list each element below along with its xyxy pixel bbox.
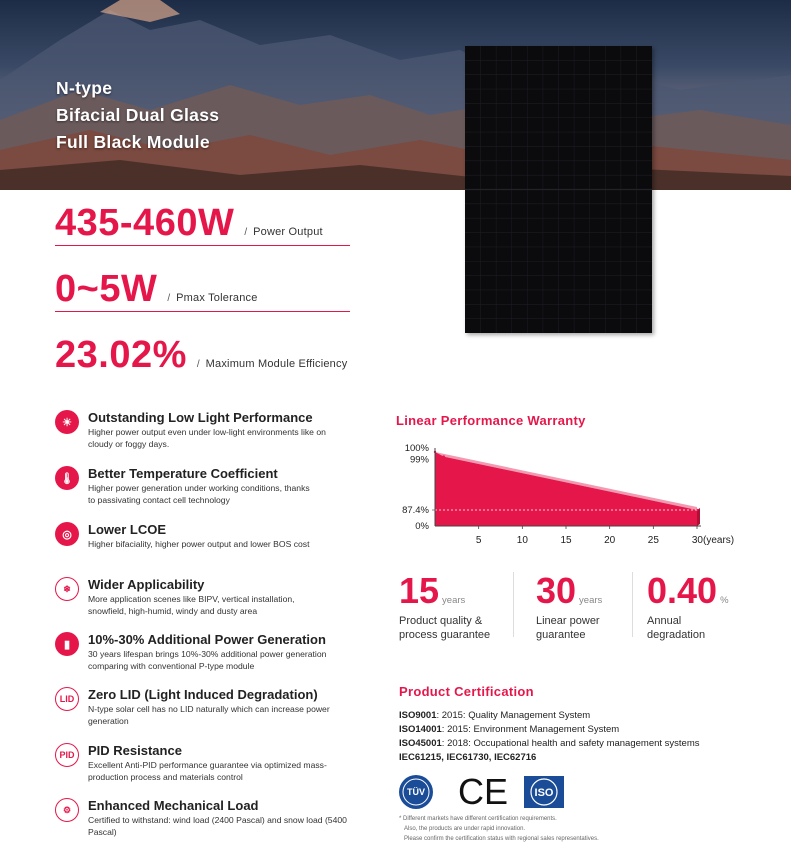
stat-label-line: guarantee — [536, 629, 586, 641]
pid-icon: PID — [55, 743, 79, 767]
feature-title: Lower LCOE — [88, 522, 167, 537]
bar-chart-icon: ▮ — [55, 632, 79, 656]
spec-value: 0~5W — [55, 268, 158, 310]
stat-unit: % — [720, 595, 729, 606]
stat-label-line: degradation — [647, 629, 706, 641]
feature-desc: Higher bifaciality, higher power output and lower BOS cost — [88, 539, 310, 549]
spec-label: Power Output — [253, 226, 323, 238]
sun-cloud-icon: ☀ — [55, 410, 79, 434]
warranty-chart — [395, 440, 755, 550]
svg-text:TÜV: TÜV — [407, 787, 425, 797]
tuv-badge — [398, 774, 434, 815]
feature-desc: Higher power output even under low-light environments like on cloudy or foggy days. — [88, 427, 326, 449]
warranty-area — [435, 452, 697, 526]
lid-icon: LID — [55, 687, 79, 711]
stat-product-guarantee — [399, 570, 490, 642]
hero-title-line: N-type — [56, 78, 113, 98]
stat-annual-degradation — [647, 570, 729, 642]
divider — [55, 311, 350, 312]
y-tick-label: 87.4% — [402, 505, 429, 516]
x-tick-label: 20 — [604, 535, 616, 546]
stat-label-line: Linear power — [536, 615, 600, 627]
hero-banner — [0, 0, 791, 190]
ce-badge — [456, 771, 509, 815]
feature-desc: More application scenes like BIPV, vertical installation, snowfield, high-humid, windy and dusty area — [88, 594, 295, 616]
stat-label — [536, 614, 602, 642]
stat-label-line: Product quality & — [399, 615, 483, 627]
warranty-title: Linear Performance Warranty — [396, 413, 586, 428]
stat-number: 15 — [399, 570, 440, 611]
cert-line — [399, 724, 619, 735]
cert-note: Also, the products are under rapid innovation. — [404, 826, 526, 832]
spec-value: 435-460W — [55, 202, 235, 244]
certification-title: Product Certification — [399, 684, 534, 699]
iso-badge — [524, 776, 564, 813]
divider — [55, 245, 350, 246]
svg-text:CE: CE — [458, 771, 509, 812]
thermometer-icon: 🌡 — [55, 466, 79, 490]
stat-label — [399, 614, 490, 642]
hero-title — [56, 75, 219, 156]
spec-separator: / — [244, 227, 248, 238]
spec-efficiency — [55, 334, 347, 377]
cert-note: Please confirm the certification status with regional sales representatives. — [404, 836, 599, 842]
load-icon: ⚙ — [55, 798, 79, 822]
cert-code: ISO9001 — [399, 710, 437, 721]
feature-title: Better Temperature Coefficient — [88, 466, 278, 481]
svg-text:ISO: ISO — [534, 787, 554, 799]
cert-text: : 2015: Environment Management System — [441, 724, 620, 735]
hero-title-line: Bifacial Dual Glass — [56, 105, 220, 125]
x-tick-label: 15 — [560, 535, 572, 546]
cert-text: : 2018: Occupational health and safety management systems — [441, 738, 700, 749]
stat-number: 30 — [536, 570, 577, 611]
hero-title-line: Full Black Module — [56, 132, 210, 152]
coins-icon: ◎ — [55, 522, 79, 546]
y-tick-label: 0% — [415, 521, 429, 532]
stat-linear-power — [536, 570, 602, 642]
solar-panel-image — [465, 46, 652, 333]
stat-label-line: process guarantee — [399, 629, 491, 641]
spec-pmax-tolerance — [55, 268, 258, 311]
y-tick-label: 100% — [404, 443, 429, 454]
y-tick-label: 99% — [409, 454, 429, 466]
data-point — [443, 455, 445, 457]
cert-code: ISO45001 — [399, 738, 442, 749]
feature-desc: Higher power generation under working conditions, thanks to passivating contact cell technology — [88, 483, 310, 505]
feature-title: Outstanding Low Light Performance — [88, 410, 313, 425]
x-tick-label: 30(years) — [691, 535, 735, 546]
feature-title: Wider Applicability — [88, 577, 205, 592]
cert-line — [399, 738, 700, 749]
spec-value: 23.02% — [55, 334, 187, 376]
stat-number: 0.40 — [647, 570, 718, 611]
spec-label: Pmax Tolerance — [176, 292, 258, 304]
cert-note: * Different markets have different certification requirements. — [399, 816, 557, 822]
cert-line — [399, 710, 590, 721]
spec-separator: / — [167, 293, 171, 304]
divider — [632, 572, 633, 637]
x-tick-label: 10 — [516, 535, 528, 546]
feature-desc: Excellent Anti-PID performance guarantee via optimized mass-production process and materials control — [88, 760, 327, 782]
spec-separator: / — [196, 359, 200, 370]
cert-line — [399, 752, 536, 763]
spec-power-output — [55, 202, 323, 245]
cert-code: ISO14001 — [399, 724, 442, 735]
feature-desc: Certified to withstand: wind load (2400 Pascal) and snow load (5400 Pascal) — [88, 815, 347, 837]
cert-text: : 2015: Quality Management System — [436, 710, 591, 721]
feature-title: Enhanced Mechanical Load — [88, 798, 259, 813]
stat-unit: years — [442, 595, 466, 606]
divider — [513, 572, 514, 637]
x-tick-label: 25 — [647, 535, 659, 546]
x-tick-label: 5 — [475, 535, 482, 546]
spec-label: Maximum Module Efficiency — [205, 358, 348, 370]
snowflake-icon: ❄ — [55, 577, 79, 601]
feature-title: 10%-30% Additional Power Generation — [88, 632, 326, 647]
stat-unit: years — [579, 595, 603, 606]
feature-desc: 30 years lifespan brings 10%-30% additional power generation comparing with conventional P-type module — [88, 649, 327, 671]
stat-label-line: Annual — [647, 615, 682, 627]
feature-desc: N-type solar cell has no LID naturally which can increase power generation — [88, 704, 330, 726]
feature-title: Zero LID (Light Induced Degradation) — [88, 687, 318, 702]
stat-label — [647, 614, 729, 642]
cert-code: IEC61215, IEC61730, IEC62716 — [399, 752, 537, 763]
feature-title: PID Resistance — [88, 743, 182, 758]
